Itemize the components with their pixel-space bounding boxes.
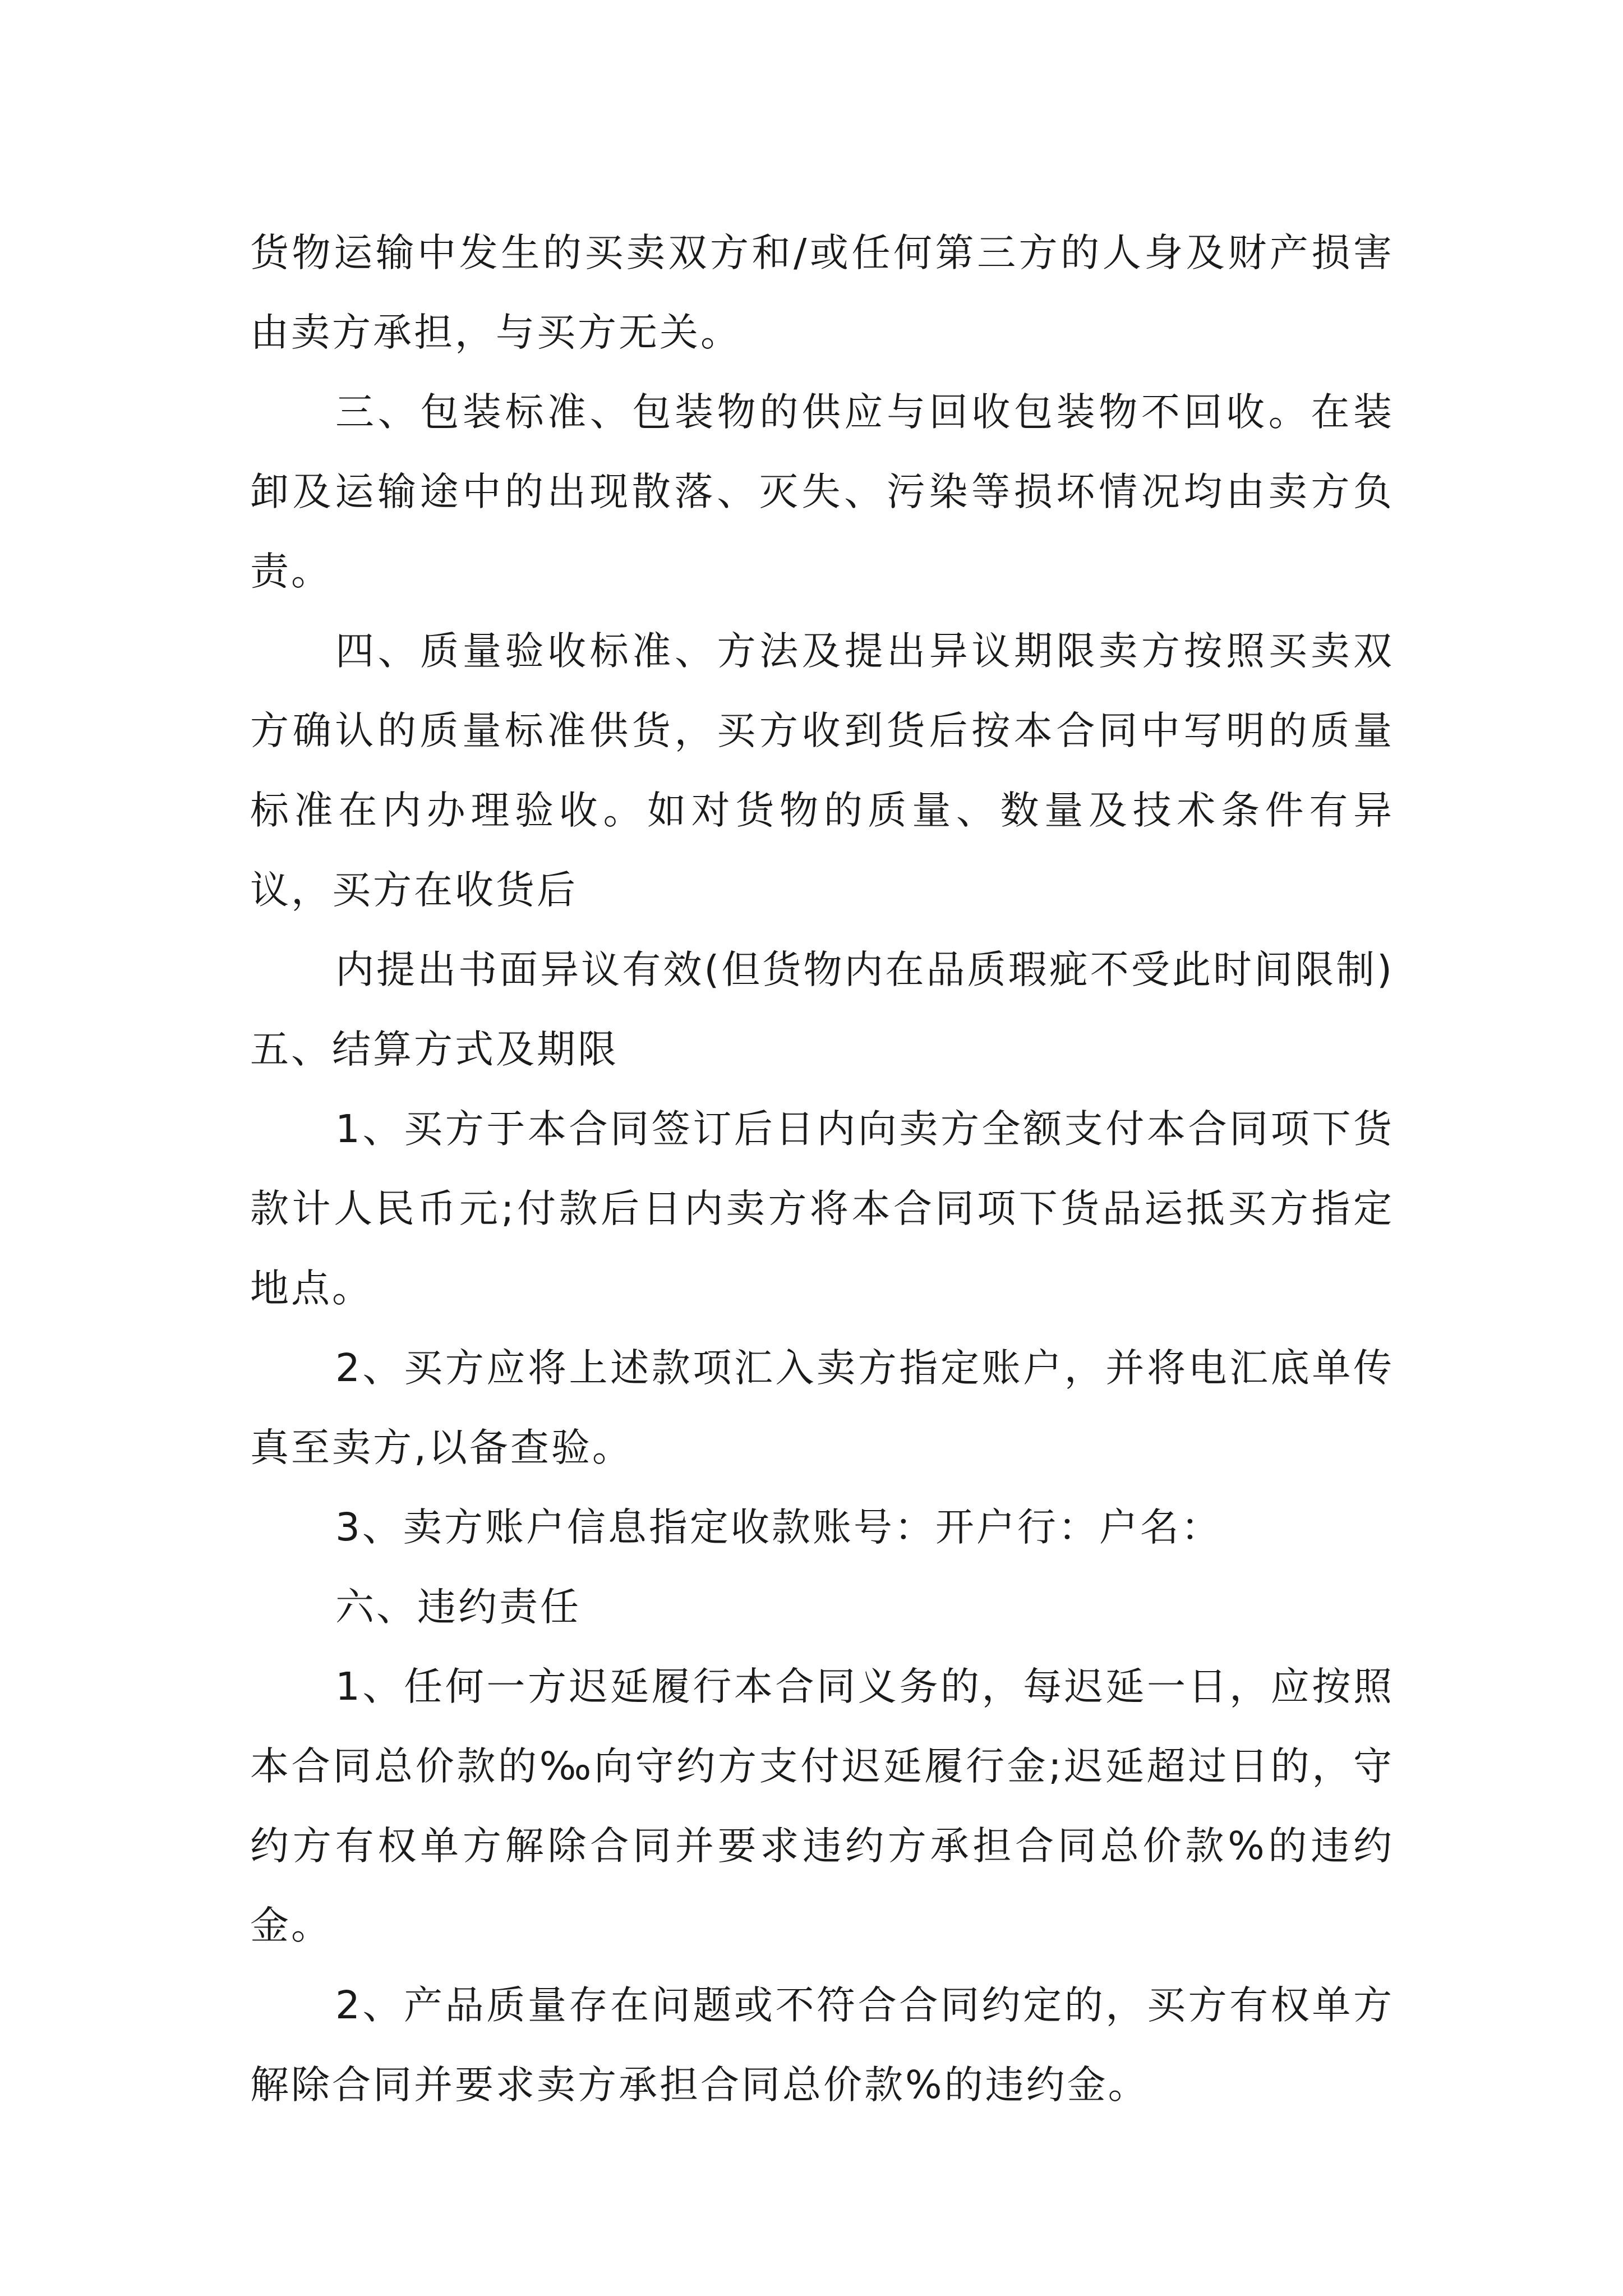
paragraph-quality-acceptance: 四、质量验收标准、方法及提出异议期限卖方按照买卖双方确认的质量标准供货，买方收到货后按本合同中写明的质量标准在内办理验收。如对货物的质量、数量及技术条件有异议，买方在收货后 (250, 629, 1394, 913)
paragraph-objection-and-settlement: 内提出书面异议有效(但货物内在品质瑕疵不受此时间限制)五、结算方式及期限 (250, 947, 1394, 1072)
paragraph-breach-item-2: 2、产品质量存在问题或不符合合同约定的，买方有权单方解除合同并要求卖方承担合同总价款%的违约金。 (250, 1983, 1394, 2108)
paragraph-settlement-item-3: 3、卖方账户信息指定收款账号：开户行：户名： (335, 1505, 1222, 1550)
document-body (250, 213, 1394, 2125)
paragraph-breach-item-1: 1、任何一方迟延履行本合同义务的，每迟延一日，应按照本合同总价款的‰向守约方支付迟延履行金;迟延超过日的，守约方有权单方解除合同并要求违约方承担合同总价款%的违约金。 (250, 1664, 1394, 1948)
paragraph-packaging: 三、包装标准、包装物的供应与回收包装物不回收。在装卸及运输途中的出现散落、灭失、污染等损坏情况均由卖方负责。 (250, 390, 1394, 594)
paragraph-cargo-liability: 货物运输中发生的买卖双方和/或任何第三方的人身及财产损害由卖方承担，与买方无关。 (250, 231, 1394, 355)
paragraph-settlement-item-2: 2、买方应将上述款项汇入卖方指定账户，并将电汇底单传真至卖方,以备查验。 (250, 1346, 1394, 1470)
paragraph-settlement-item-1: 1、买方于本合同签订后日内向卖方全额支付本合同项下货款计人民币元;付款后日内卖方将本合同项下货品运抵买方指定地点。 (250, 1107, 1394, 1311)
heading-breach-liability: 六、违约责任 (335, 1585, 581, 1630)
